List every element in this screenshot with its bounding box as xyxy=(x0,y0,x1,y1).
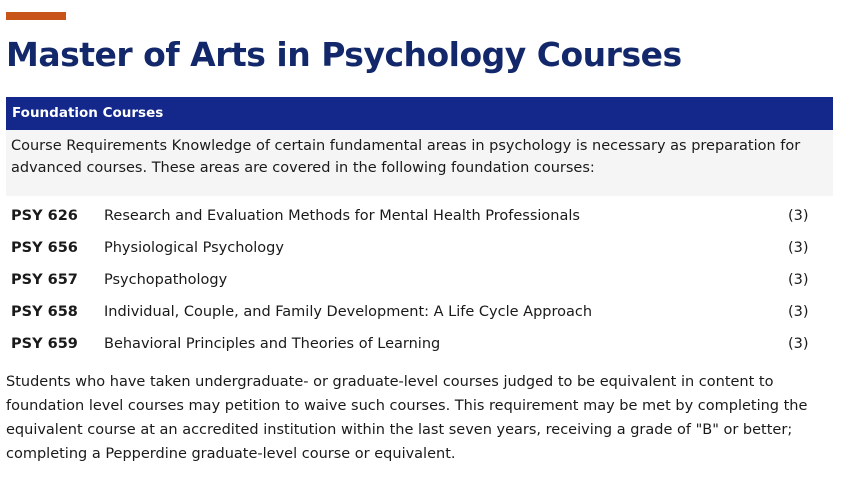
course-credits: (3) xyxy=(788,272,809,288)
course-code: PSY 657 xyxy=(11,272,78,288)
course-row xyxy=(6,264,833,296)
course-code: PSY 656 xyxy=(11,240,78,256)
course-list xyxy=(6,200,833,360)
waiver-policy-text: Students who have taken undergraduate- or graduate-level courses judged to be equivalent in content to foundation level courses may petition to waive such courses. This requirement may be met by completing the equivalent course at an accredited institution within the last seven years, receiving a grade of "B" or better; completing a Pepperdine graduate-level course or equivalent. xyxy=(6,374,808,462)
course-row xyxy=(6,296,833,328)
course-credits: (3) xyxy=(788,240,809,256)
page-title: Master of Arts in Psychology Courses xyxy=(6,35,682,74)
course-name: Behavioral Principles and Theories of Learning xyxy=(104,336,441,352)
course-row xyxy=(6,232,833,264)
foundation-courses-section xyxy=(6,97,833,360)
accent-bar xyxy=(6,12,66,20)
course-name: Research and Evaluation Methods for Mental Health Professionals xyxy=(104,208,580,224)
course-name: Individual, Couple, and Family Development: A Life Cycle Approach xyxy=(104,304,593,320)
course-row xyxy=(6,200,833,232)
course-name: Psychopathology xyxy=(104,272,228,288)
foundation-courses-intro: Course Requirements Knowledge of certain fundamental areas in psychology is necessary as preparation for advanced courses. These areas are covered in the following foundation courses: xyxy=(6,130,833,196)
course-row xyxy=(6,328,833,360)
course-code: PSY 626 xyxy=(11,208,78,224)
course-name: Physiological Psychology xyxy=(104,240,284,256)
course-credits: (3) xyxy=(788,304,809,320)
course-credits: (3) xyxy=(788,336,809,352)
course-credits: (3) xyxy=(788,208,809,224)
course-code: PSY 658 xyxy=(11,304,78,320)
course-code: PSY 659 xyxy=(11,336,78,352)
foundation-courses-header: Foundation Courses xyxy=(6,97,833,130)
